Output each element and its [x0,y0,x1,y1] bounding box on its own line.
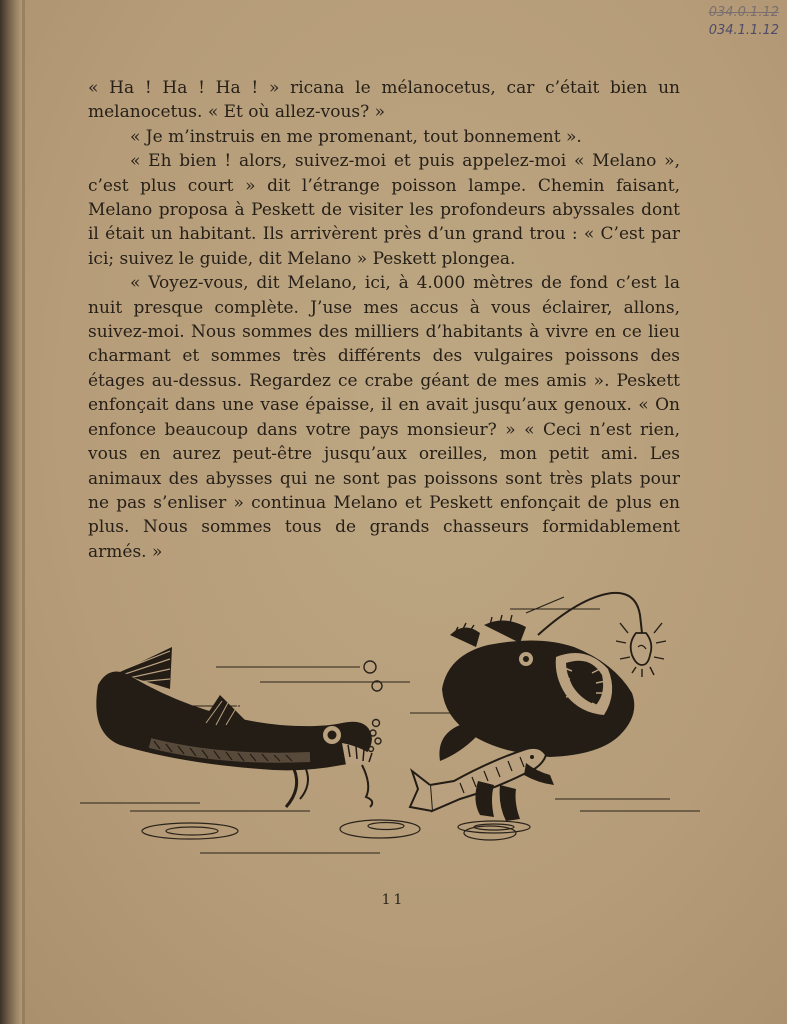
story-text [88,76,680,564]
archive-mark [669,4,779,44]
anglerfish [439,593,666,761]
archive-mark-line-1: 034.0.1.12 [708,5,779,20]
page-number: 11 [381,892,406,908]
archive-mark-line-2: 034.1.1.12 [708,23,779,38]
paragraph-2: « Je m’instruis en me promenant, tout bonnement ». [130,126,582,147]
book-binding [0,0,22,1024]
mud-ripples [458,821,530,833]
paragraph-1: « Ha ! Ha ! Ha ! » ricana le mélanocetus, car c’était bien un melanocetus. « Et où allez-vous? » [88,78,680,123]
binding-edge [22,0,25,1024]
seabed-clumps [142,820,516,840]
paragraph-4: « Voyez-vous, dit Melano, ici, à 4.000 mètres de fond c’est la nuit presque complète. J’use mes accus à vous éclairer, allons, suivez-moi. Nous sommes des milliers d’habitants à vivre en ce lieu charmant et sommes très différents des vulgaires poissons des étages au-dessus. Regardez ce crabe géant de mes amis ». Peskett enfonçait dans une vase épaisse, il en avait jusqu’aux genoux. « On enfonce beaucoup dans votre pays monsieur? » « Ceci n’est rien, vous en aurez peut-être jusqu’aux oreilles, mon petit ami. Les animaux des abysses qui ne sont pas poissons sont très plats pour ne pas s’enliser » continua Melano et Peskett enfonçait de plus en plus. Nous sommes tous de grands chasseurs formidablement armés. » [88,273,680,562]
paragraph-3: « Eh bien ! alors, suivez-moi et puis appelez-moi « Melano », c’est plus court » dit l’étrange poisson lampe. Chemin faisant, Melano proposa à Peskett de visiter les profondeurs abyssales dont il était un habitant. Ils arrivèrent près d’un grand trou : « C’est par ici; suivez le guide, dit Melano » Peskett plongea. [88,151,680,269]
deep-sea-illustration [80,585,700,875]
viperfish [96,647,380,807]
